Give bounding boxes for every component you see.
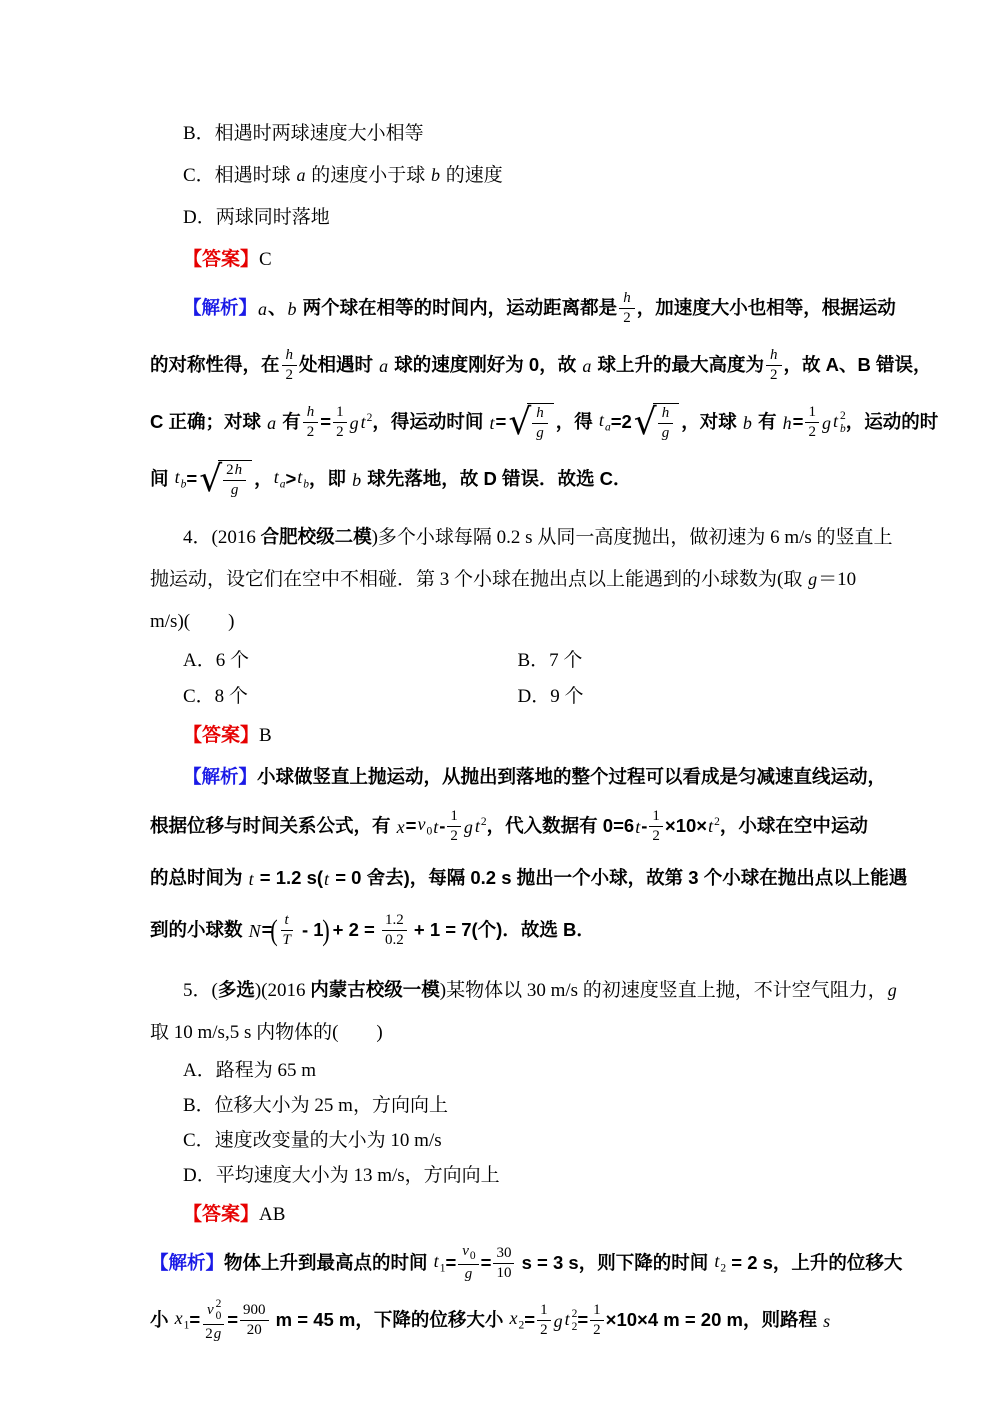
q4-analysis-line-1: 【解析】 小球做竖直上抛运动，从抛出到落地的整个过程可以看成是匀减速直线运动， bbox=[183, 765, 887, 787]
q3-analysis-line-1: 【解析】 a 、 b 两个球在相等的时间内，运动距离都是 $\frac{h}{2}$ ，加速度大小也相等，根据运动 bbox=[183, 289, 896, 326]
q4-option-a: A．6 个 bbox=[183, 649, 249, 671]
q4-analysis-line-4: 到的小球数 N = ( $\frac{t}{T}$ - 1 ) + 2 = $\frac{1.2}{0.2}$ + 1 = 7(个)．故选 B． bbox=[150, 911, 595, 948]
q5-stem-line-1: 5．( 多选 )(2016 内蒙古校级一模 )某物体以 30 m/s 的初速度竖直上抛，不计空气阻力， g bbox=[183, 978, 897, 1001]
q5-option-b: B．位移大小为 25 m，方向向上 bbox=[183, 1095, 448, 1116]
q3-answer-line: 【答案】 C bbox=[183, 248, 272, 270]
q5-option-d: D．平均速度大小为 13 m/s，方向向上 bbox=[183, 1165, 500, 1186]
q4-stem-line-1: 4．(2016 合肥校级二模 )多个小球每隔 0.2 s 从同一高度抛出，做初速为 6 m/s 的竖直上 bbox=[183, 525, 893, 548]
q5-analysis-line-2: 小 $x_1$ = v 2 0 2 g = $\frac{900}{20}$ m = 45 m，下降的位移大小 $x_2$ = $\frac{1}{2}$ g t 2 2 = $\frac{1}{2}$ ×10×4 m = 20 m，则路程 s bbox=[150, 1297, 831, 1343]
q4-option-b: B．7 个 bbox=[517, 649, 583, 671]
q4-analysis-line-2: 根据位移与时间关系公式，有 x = $v_0$ t - $\frac{1}{2}$ g $t^2$ ，代入数据有 0=6 t - $\frac{1}{2}$ ×10× $t^2$ ，小球在空中运动 bbox=[150, 807, 868, 844]
q3-analysis-line-3: C 正确；对球 a 有 $\frac{h}{2}$ = $\frac{1}{2}$ g $t^2$ ，得运动时间 t = √ $\frac{h}{g}$ ，得 $t_a$ =2 √ $\frac{h}{g}$ ，对球 b 有 h = $\frac{1}{2}$ g t 2 b ，运动的时 bbox=[150, 401, 939, 443]
q4-options-row-2 bbox=[150, 678, 852, 714]
q5-stem-line-2: 取 10 m/s,5 s 内物体的( ) bbox=[150, 1021, 383, 1043]
q4-stem-line-3: m/s)( ) bbox=[150, 610, 235, 632]
q4-option-c: C．8 个 bbox=[183, 685, 248, 707]
spacer bbox=[150, 508, 852, 516]
q4-options-row-1 bbox=[150, 642, 852, 678]
q3-analysis-line-2: 的对称性得，在 $\frac{h}{2}$ 处相遇时 a 球的速度刚好为 0，故 a 球上升的最大高度为 $\frac{h}{2}$ ，故 A、B 错误， bbox=[150, 346, 932, 383]
q5-option-c: C．速度改变量的大小为 10 m/s bbox=[183, 1130, 442, 1151]
q5-option-a: A．路程为 65 m bbox=[183, 1060, 317, 1081]
q4-answer-line: 【答案】 B bbox=[183, 724, 272, 746]
q3-option-c: C．相遇时球 a 的速度小于球 b 的速度 bbox=[183, 164, 503, 186]
spacer bbox=[150, 959, 852, 969]
q4-stem-line-2: 抛运动，设它们在空中不相碰．第 3 个小球在抛出点以上能遇到的小球数为(取 g ＝10 bbox=[150, 568, 857, 590]
q4-analysis-line-3: 的总时间为 t = 1.2 s( t = 0 舍去)，每隔 0.2 s 抛出一个小球，故第 3 个小球在抛出点以上能遇 bbox=[150, 867, 908, 889]
q3-option-b: B．相遇时两球速度大小相等 bbox=[183, 122, 424, 144]
q3-analysis-line-4: 间 $t_b$ = √ 2 h g ， $t_a$ > $t_b$ ，即 b 球先落地，故 D 错误．故选 C． bbox=[150, 458, 632, 500]
q3-option-d: D．两球同时落地 bbox=[183, 206, 330, 228]
q5-analysis-line-1: 【解析】 物体上升到最高点的时间 $t_1$ = $\frac{v_0}{g}$ = $\frac{30}{10}$ s = 3 s，则下降的时间 $t_2$ = 2 s，上升的位移大 bbox=[150, 1243, 903, 1283]
q4-option-d: D．9 个 bbox=[517, 685, 584, 707]
q5-answer-line: 【答案】 AB bbox=[183, 1203, 286, 1225]
